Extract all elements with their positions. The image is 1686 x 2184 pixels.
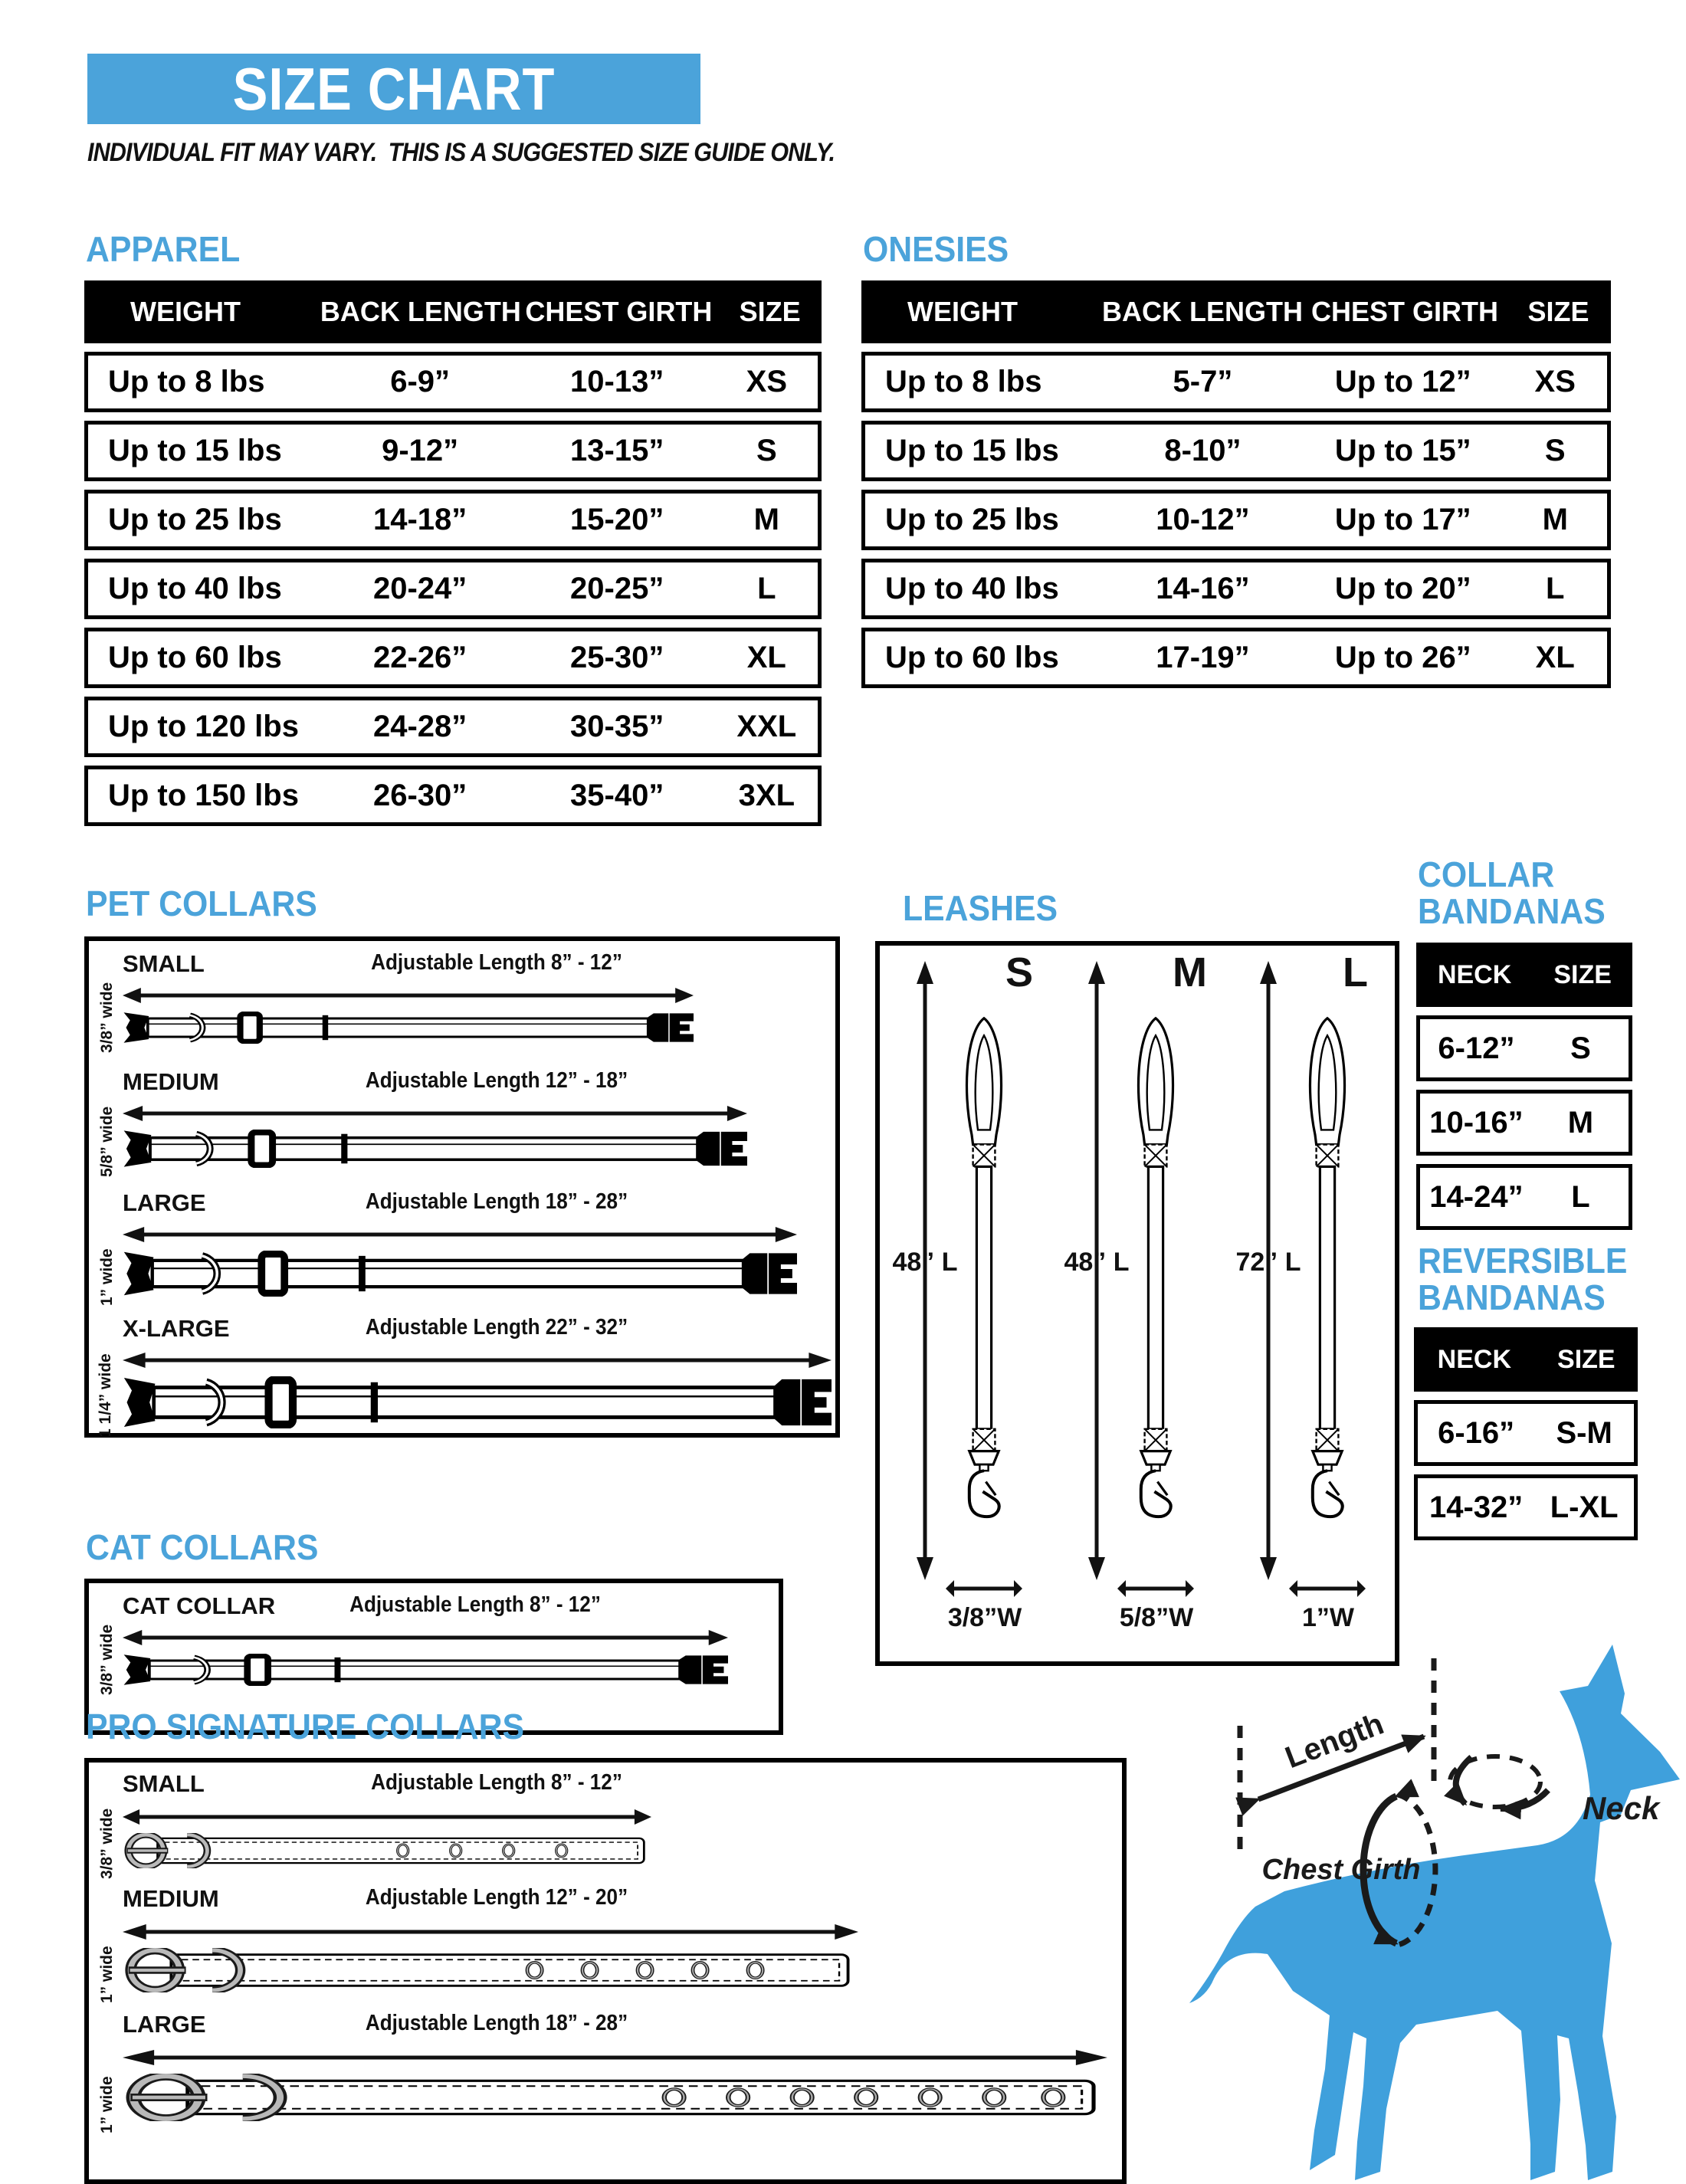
leash-size-label: M (1173, 949, 1207, 995)
leash-length-label: 48” L (892, 1248, 958, 1277)
collar-size-label: CAT COLLAR (123, 1592, 276, 1619)
collar-length-label: Adjustable Length 12” - 18” (365, 1068, 628, 1093)
neck-label: Neck (1583, 1790, 1660, 1826)
collar-bandanas-table (1416, 943, 1632, 1238)
table-row: 14-24” L (1416, 1164, 1632, 1230)
collar-length-label: Adjustable Length 18” - 28” (365, 2011, 628, 2035)
collar-length-label: Adjustable Length 18” - 28” (365, 1189, 628, 1214)
column-header: BACK LENGTH (320, 296, 521, 327)
collar-size-label: X-LARGE (123, 1315, 230, 1342)
pro-collar-medium (98, 1885, 858, 2003)
column-header: SIZE (1553, 959, 1612, 989)
collar-length-label: Adjustable Length 22” - 32” (365, 1315, 628, 1340)
table-row: Up to 25 lbs 10-12” Up to 17” M (861, 490, 1611, 550)
column-header: CHEST GIRTH (1311, 296, 1499, 327)
table-row: Up to 25 lbs 14-18” 15-20” M (84, 490, 822, 550)
pro-collars-heading: PRO SIGNATURE COLLARS (86, 1707, 525, 1746)
onesies-header-row (861, 280, 1611, 343)
collar-diagram (123, 1833, 651, 1868)
leash-width-arrow (1289, 1580, 1366, 1597)
collar-size-label: MEDIUM (123, 1068, 219, 1095)
collar-size-label: MEDIUM (123, 1885, 219, 1912)
table-row: 6-12” S (1416, 1015, 1632, 1081)
column-header: CHEST GIRTH (525, 296, 713, 327)
collar-length-label: Adjustable Length 12” - 20” (365, 1885, 628, 1910)
leash-diagram (1291, 956, 1364, 1563)
collar-width-label: 1” wide (98, 1248, 116, 1306)
length-arrow (123, 1350, 832, 1370)
bandana-header-row (1414, 1327, 1638, 1392)
table-row: 10-16” M (1416, 1090, 1632, 1156)
pro-collar-large (98, 2011, 1107, 2133)
pet-collar-large (98, 1189, 797, 1306)
collar-size-label: LARGE (123, 1189, 206, 1216)
pet-collars-heading: PET COLLARS (86, 884, 317, 923)
title-banner (87, 54, 700, 124)
leash-width-label: 1”W (1302, 1603, 1354, 1632)
collar-size-label: SMALL (123, 950, 205, 977)
length-arrow (123, 1225, 797, 1244)
collar-width-label: 3/8” wide (98, 1624, 116, 1695)
leash-width-label: 3/8”W (947, 1603, 1022, 1632)
cat-collars-heading: CAT COLLARS (86, 1527, 319, 1567)
collar-width-label: 3/8” wide (98, 1808, 116, 1879)
leash-width-label: 5/8”W (1119, 1603, 1194, 1632)
disclaimer-text: INDIVIDUAL FIT MAY VARY. THIS IS A SUGGESTED SIZE GUIDE ONLY. (87, 138, 835, 167)
table-row: Up to 8 lbs 5-7” Up to 12” XS (861, 352, 1611, 412)
length-label: Length (1281, 1707, 1389, 1776)
collar-diagram (123, 1251, 797, 1297)
collar-width-label: 3/8” wide (98, 982, 116, 1053)
length-arrow (123, 985, 694, 1005)
collar-size-label: SMALL (123, 1770, 205, 1797)
leash-width-arrow (946, 1580, 1022, 1597)
collar-diagram (123, 1012, 694, 1044)
leash-length-label: 72” L (1235, 1248, 1301, 1277)
column-header: WEIGHT (907, 296, 1018, 327)
length-arrow (123, 1922, 858, 1942)
apparel-header-row (84, 280, 822, 343)
table-row: Up to 15 lbs 9-12” 13-15” S (84, 421, 822, 481)
table-row: 14-32” L-XL (1414, 1474, 1638, 1540)
bandana-header-row (1416, 943, 1632, 1007)
collar-diagram (123, 2074, 1107, 2121)
leash-width-arrow (1117, 1580, 1194, 1597)
reversible-bandanas-table (1414, 1327, 1638, 1549)
column-header: SIZE (739, 296, 801, 327)
leashes-heading: LEASHES (903, 888, 1058, 928)
length-arrow (123, 1807, 651, 1827)
reversible-bandanas-heading: REVERSIBLE BANDANAS (1418, 1241, 1628, 1317)
chest-girth-label: Chest Girth (1261, 1854, 1421, 1886)
neck-arrow-left (1456, 1757, 1471, 1804)
length-arrow (123, 1628, 728, 1648)
length-arrow (123, 1103, 747, 1123)
dog-measurement-diagram (1179, 1618, 1686, 2182)
page-title: SIZE CHART (232, 54, 556, 123)
column-header: SIZE (1527, 296, 1589, 327)
collar-width-label: 1” wide (98, 2076, 116, 2133)
leash-length-label: 48” L (1064, 1248, 1130, 1277)
pet-collar-xlarge (97, 1315, 832, 1438)
leash-diagram (947, 956, 1021, 1563)
dog-silhouette (1189, 1641, 1680, 2180)
pet-collar-medium (98, 1068, 747, 1177)
table-row: Up to 60 lbs 22-26” 25-30” XL (84, 628, 822, 688)
table-row: 6-16” S-M (1414, 1400, 1638, 1466)
collar-diagram (123, 1376, 832, 1428)
collar-diagram (123, 1948, 858, 1992)
column-header: NECK (1437, 959, 1512, 989)
pet-collar-small (98, 950, 694, 1053)
table-row: Up to 150 lbs 26-30” 35-40” 3XL (84, 766, 822, 826)
collar-length-label: Adjustable Length 8” - 12” (371, 950, 622, 975)
leash-diagram (1119, 956, 1192, 1563)
collar-width-label: 5/8” wide (98, 1106, 116, 1177)
collar-length-label: Adjustable Length 8” - 12” (349, 1592, 601, 1617)
onesies-table (861, 280, 1611, 697)
column-header: BACK LENGTH (1101, 296, 1303, 327)
leash-size-label: L (1343, 949, 1368, 995)
collar-length-label: Adjustable Length 8” - 12” (371, 1770, 622, 1795)
collar-diagram (123, 1130, 747, 1168)
collar-width-label: 1” wide (98, 1946, 116, 2003)
collar-bandanas-heading: COLLAR BANDANAS (1418, 854, 1606, 931)
onesies-heading: ONESIES (863, 229, 1009, 269)
column-header: WEIGHT (130, 296, 241, 327)
column-header: SIZE (1557, 1344, 1615, 1374)
length-arrow (123, 2048, 1107, 2068)
table-row: Up to 15 lbs 8-10” Up to 15” S (861, 421, 1611, 481)
cat-collar-row (98, 1592, 728, 1695)
column-header: NECK (1437, 1344, 1511, 1374)
collar-size-label: LARGE (123, 2011, 206, 2038)
table-row: Up to 120 lbs 24-28” 30-35” XXL (84, 697, 822, 757)
table-row: Up to 40 lbs 20-24” 20-25” L (84, 559, 822, 619)
leash-size-label: S (1005, 949, 1034, 995)
pro-collar-small (98, 1770, 651, 1879)
collar-width-label: 1 1/4” wide (97, 1353, 114, 1438)
table-row: Up to 40 lbs 14-16” Up to 20” L (861, 559, 1611, 619)
collar-diagram (123, 1654, 728, 1686)
apparel-table (84, 280, 822, 835)
table-row: Up to 60 lbs 17-19” Up to 26” XL (861, 628, 1611, 688)
table-row: Up to 8 lbs 6-9” 10-13” XS (84, 352, 822, 412)
apparel-heading: APPAREL (86, 229, 241, 269)
